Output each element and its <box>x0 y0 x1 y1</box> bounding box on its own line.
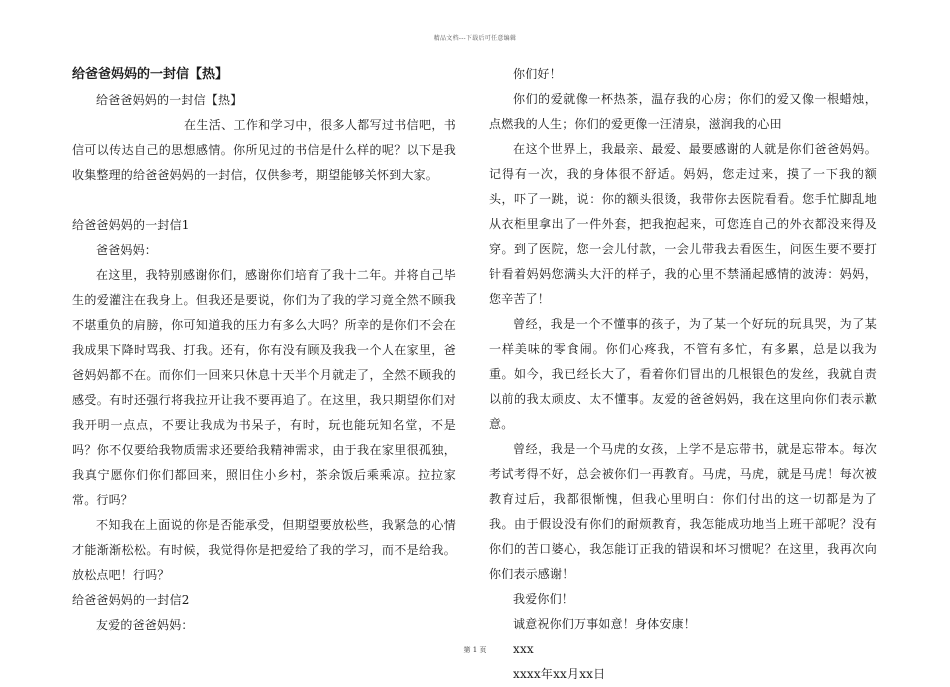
blank-line <box>72 188 456 213</box>
letter2-love: 我爱你们！ <box>513 592 575 606</box>
letter1-paragraph-2: 不知我在上面说的你是否能承受，但期望要放松些，我紧急的心情才能渐渐松松。有时候，我觉得你是把爱给了我的学习，而不是给我。放松点吧！行吗？ <box>72 518 456 582</box>
letter2-date: xxxx年xx月xx日 <box>513 667 606 681</box>
subtitle: 给爸爸妈妈的一封信【热】 <box>96 93 243 107</box>
letter1-greeting: 爸爸妈妈： <box>96 243 158 257</box>
letter2-paragraph-2: 在这个世界上，我最亲、最爱、最要感谢的人就是你们爸爸妈妈。记得有一次，我的身体很不舒适。妈妈，您走过来，摸了一下我的额头，吓了一跳，说：你的额头很烫，我带你去医院看看。您手忙脚乱地从衣柜里拿出了一件外套，把我抱起来，可您连自己的外衣都没来得及穿。到了医院，您一会儿付款，一会儿带我去看医生，问医生要不要打针看着妈妈您满头大汗的样子，我的心里不禁涌起感情的波涛：妈妈，您辛苦了！ <box>489 142 877 306</box>
right-column <box>489 62 877 687</box>
letter1-paragraph-1: 在这里，我特别感谢你们，感谢你们培育了我十二年。并将自己毕生的爱灌注在我身上。但我还是要说，你们为了我的学习竟全然不顾我不堪重负的肩膀，你可知道我的压力有多么大吗？所幸的是你们不会在我成果下降时骂我、打我。还有，你有没有顾及我我一个人在家里，爸爸妈妈都不在。而你们一回来只休息十天半个月就走了，全然不顾我的感受。有时还强行将我拉开让我不要再追了。在这里，我只期望你们对我开明一点点，不要让我成为书呆子，有时，玩也能玩知名堂，不是吗？你不仅要给我物质需求还要给我精神需求，由于我在家里很孤独，我真宁愿你们你们都回来，照旧住小乡村，茶余饭后乘乘凉。拉拉家常。行吗？ <box>72 268 456 507</box>
intro-paragraph: 在生活、工作和学习中，很多人都写过书信吧，书信可以传达自己的思想感情。你所见过的书信是什么样的呢？以下是我收集整理的给爸爸妈妈的一封信，仅供参考，期望能够关怀到大家。 <box>72 118 456 182</box>
page-number: 第 1 页 <box>463 646 487 654</box>
letter2-hello: 你们好！ <box>513 67 562 81</box>
letter2-paragraph-3: 曾经，我是一个不懂事的孩子，为了某一个好玩的玩具哭，为了某一样美味的零食闹。你们心疼我，不管有多忙，有多累，总是以我为重。如今，我已经长大了，看着你们冒出的几根银色的发丝，我就自责以前的我太顽皮、太不懂事。友爱的爸爸妈妈，我在这里向你们表示歉意。 <box>489 317 877 431</box>
letter2-greeting: 友爱的爸爸妈妈： <box>96 618 194 632</box>
letter2-paragraph-4: 曾经，我是一个马虎的女孩，上学不是忘带书，就是忘带本。每次考试考得不好，总会被你们一再教育。马虎，马虎，就是马虎！每次被教育过后，我都很惭愧，但我心里明白：你们付出的这一切都是为了我。由于假设没有你们的耐烦教育，我怎能成功地当上班干部呢？没有你们的苦口婆心，我怎能订正我的错误和坏习惯呢？在这里，我再次向你们表示感谢！ <box>489 442 877 581</box>
left-column <box>72 62 456 638</box>
letter2-wish: 诚意祝你们万事如意！身体安康！ <box>513 617 697 631</box>
page-header: 精品文档---下载后可任意编辑 <box>433 35 517 42</box>
letter2-paragraph-1: 你们的爱就像一杯热茶，温存我的心房；你们的爱又像一根蜡烛，点燃我的人生；你们的爱更像一汪清泉，滋润我的心田 <box>489 92 877 131</box>
letter2-heading: 给爸爸妈妈的一封信2 <box>72 593 190 607</box>
letter1-heading: 给爸爸妈妈的一封信1 <box>72 218 190 232</box>
letter2-signature: xxx <box>513 642 534 656</box>
document-title: 给爸爸妈妈的一封信【热】 <box>72 67 229 82</box>
